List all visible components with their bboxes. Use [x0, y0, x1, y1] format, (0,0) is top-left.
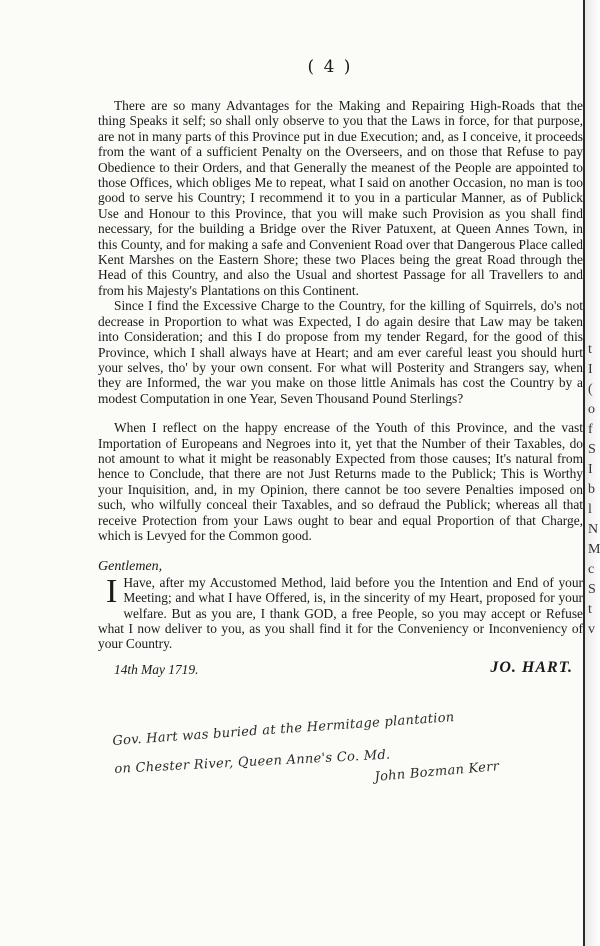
salutation: Gentlemen,	[98, 559, 163, 575]
signature: JO. HART.	[490, 658, 573, 676]
handwritten-note-signature: John Bozman Kerr	[374, 759, 500, 785]
paragraph-roads: There are so many Advantages for the Making and Repairing High-Roads that the thing Speaks it self; so shall only observe to you that the Laws in force, for that purpose, are not in many parts of this Province put in due Execution; and, as I conceive, it proceeds from the want of a sufficient Penalty on the Overseers, and on those that Refuse to pay Obedience to their Orders, and that Generally the meanest of the People are appointed to those Offices, which obliges Me to repeat, what I said on another Occasion, no man is too good to serve his Country; I recommend it to you in a particular Manner, as of Publick Use and Honour to this Province, that you will make such Provision as you shall find necessary, for the building a Bridge over the River Patuxent, at Queen Annes Town, in this County, and for making a safe and Convenient Road over that Dangerous Place called Kent Marshes on the Eastern Shore; these two Places being the great Road through the Head of this Country, and also the Usual and shortest Passage for all Travellers to and from his Majesty's Plantations on this Continent.	[98, 98, 583, 298]
handwritten-note-line-1: Gov. Hart was buried at the Hermitage plantation	[112, 710, 455, 749]
paragraph-taxables: When I reflect on the happy encrease of the Youth of this Province, and the vast Importation of Europeans and Negroes into it, yet that the Number of their Taxables, do not amount to what it might be reasonably Expected from those causes; It's natural from hence to Conclude, that there are not Just Returns made to the Publick; This is Worthy your Inquisition, and, in my Opinion, there cannot be too severe Penalties imposed on such, who wilfully conceal their Taxables, and so defraud the Publick; whereas all that receive Protection from your Laws ought to bear and equal Proportion of that Charge, which is Levyed for the Common good.	[98, 420, 583, 543]
edge-char: (	[588, 382, 593, 397]
edge-char: t	[588, 602, 592, 617]
edge-char: t	[588, 342, 592, 357]
page-number: ( 4 )	[307, 57, 353, 77]
edge-char: l	[588, 502, 592, 517]
edge-char: f	[588, 422, 593, 437]
edge-char: b	[588, 482, 595, 497]
paragraph-closing	[98, 572, 583, 652]
edge-char: I	[588, 462, 593, 477]
edge-char: N	[588, 522, 599, 537]
drop-cap: I	[106, 572, 118, 610]
edge-char: S	[588, 582, 596, 597]
adjacent-page-text-fragment	[588, 340, 600, 640]
edge-char: M	[588, 542, 600, 557]
edge-char: c	[588, 562, 595, 577]
paragraph-closing-text: Have, after my Accustomed Method, laid before you the Intention and End of your Meeting; and what I have Offered, is, in the sincerity of my Heart, proposed for your welfare. But as you are, I thank GOD, a free People, so you may accept or Refuse what I now deliver to you, as you shall find it for the Conveniency or Inconveniency of your Country.	[98, 574, 583, 652]
paragraph-squirrels: Since I find the Excessive Charge to the Country, for the killing of Squirrels, do's not decrease in Proportion to what was Expected, I do again desire that Law may be taken into Consideration; and this I do propose from my tender Regard, for the good of this Province, which I shall always have at Heart; and am ever careful least you should hurt your selves, tho' by your own consent. For what will Posterity and Strangers say, when they are Informed, the war you make on those little Animals has cost the Country by a modest Computation in one Year, Seven Thousand Pound Sterlings?	[98, 298, 583, 406]
edge-char: S	[588, 442, 596, 457]
date: 14th May 1719.	[114, 661, 199, 677]
body-text	[98, 98, 583, 684]
handwritten-note-line-2: on Chester River, Queen Anne's Co. Md.	[114, 747, 391, 777]
signature-row	[98, 660, 583, 684]
edge-char: I	[588, 362, 593, 377]
edge-char: o	[588, 402, 595, 417]
edge-char: v	[588, 622, 595, 637]
